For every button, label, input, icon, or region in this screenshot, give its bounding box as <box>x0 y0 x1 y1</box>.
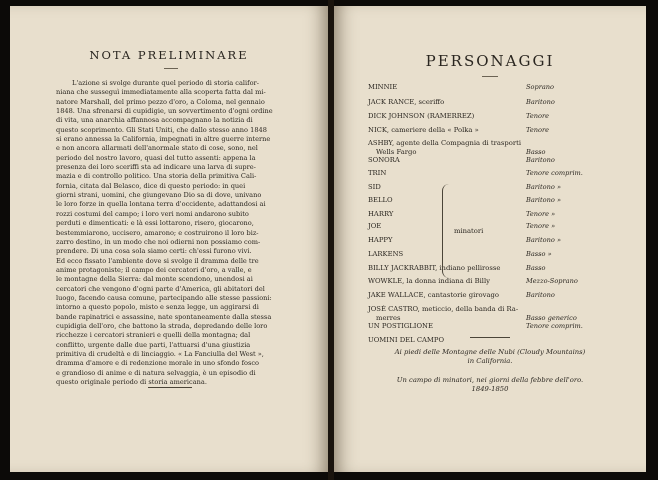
cast-voice: Basso » <box>526 250 552 258</box>
preface-line: conflitto, urgente dalle due parti, l'attuarsi d'una giustizia <box>56 340 251 349</box>
cast-voice: Tenore » <box>526 210 556 218</box>
cast-voice: Mezzo-Soprano <box>526 277 578 285</box>
cast-voice: Tenore comprim. <box>526 169 583 177</box>
preface-line: prendere. Di una cosa sola siamo certi: ch'essi furono vivi. <box>56 247 252 256</box>
cast-row <box>368 210 612 218</box>
cast-name: BILLY JACKRABBIT, indiano pellirosse <box>368 264 501 272</box>
separator-rule <box>470 337 510 338</box>
setting-line: 1849-1850 <box>471 385 509 393</box>
cast-voice: Baritono <box>526 156 555 164</box>
title-rule <box>164 68 178 69</box>
cast-name: HARRY <box>368 210 394 218</box>
cast-row <box>368 305 612 322</box>
preface-line: rozzi costumi del campo; i loro veri nomi andarono subito <box>56 209 249 218</box>
cast-name: HAPPY <box>368 236 393 244</box>
preface-line: le montagne della Sierra: dal monte scendono, unendosi ai <box>56 275 253 284</box>
left-page <box>10 6 328 472</box>
preface-line: luogo, facendo causa comune, partecipando alle stesse passioni: <box>56 293 272 302</box>
cast-name: NICK, cameriere della « Polka » <box>368 126 479 134</box>
cast-row <box>368 236 612 244</box>
cast-name: SID <box>368 183 381 191</box>
cast-title: PERSONAGGI <box>425 52 555 70</box>
preface-line: giorni strani, uomini, che giungevano Dio sa di dove, univano <box>56 191 262 200</box>
cast-voice: Baritono <box>526 98 555 106</box>
title-rule <box>482 76 498 77</box>
preface-line: primitiva di crudeltà e di linciaggio. « La Fanciulla del West », <box>56 349 264 358</box>
preface-line: ricchezze i cercatori stranieri e quelli della montagna; dal <box>56 331 251 340</box>
cast-row <box>368 264 612 272</box>
preface-line: niana che susseguì immediatamente alla scoperta fatta dal mi- <box>56 88 266 97</box>
cast-voice: Baritono » <box>526 196 562 204</box>
preface-line: bestemmiarono, uccisero, amarono; e costruirono il loro biz- <box>56 228 259 237</box>
setting-line: in California. <box>467 357 513 365</box>
cast-row <box>368 183 612 191</box>
cast-row <box>368 156 612 164</box>
preface-line: zarro destino, in un modo che noi odierni non possiamo com- <box>56 237 261 246</box>
preface-line: anime protagoniste; il campo dei cercatori d'oro, a valle, e <box>56 265 252 274</box>
preface-line: e grandioso di anime e di natura selvaggia, è un episodio di <box>56 368 256 377</box>
cast-name: JACK RANCE, sceriffo <box>368 98 445 106</box>
cast-voice: Soprano <box>526 83 555 91</box>
minatori-brace <box>442 184 449 278</box>
cast-name: JAKE WALLACE, cantastorie girovago <box>368 291 499 299</box>
preface-line: questo scoprimento. Gli Stati Uniti, che dallo stesso anno 1848 <box>56 125 267 134</box>
cast-voice: Basso <box>526 264 546 272</box>
preface-line: si erano annessa la California, impegnati in altre guerre interne <box>56 135 271 144</box>
cast-row <box>368 98 612 106</box>
setting-line: Un campo di minatori, nei giorni della febbre dell'oro. <box>396 376 584 384</box>
preface-line: Ed ecco fissato l'ambiente dove si svolge il dramma delle tre <box>56 256 259 265</box>
cast-name: UN POSTIGLIONE <box>368 322 433 330</box>
cast-voice: Baritono <box>526 291 555 299</box>
cast-row <box>368 322 612 330</box>
brace-label: minatori <box>454 227 484 235</box>
cast-name: UOMINI DEL CAMPO <box>368 336 445 344</box>
preface-line: bande rapinatrici e assassine, nate spontaneamente dalla stessa <box>56 312 272 321</box>
cast-voice: Tenore comprim. <box>526 322 583 330</box>
preface-line: presenza dei loro sceriffi sta ad indicare una larva di supre- <box>56 163 256 172</box>
preface-line: mazia e di controllo politico. Una storia della primitiva Cali- <box>56 172 257 181</box>
cast-name: ASHBY, agente della Compagnia di trasporti <box>368 139 522 147</box>
cast-name: JOSÉ CASTRO, meticcio, della banda di Ra- <box>368 305 519 313</box>
preface-line: 1848. Una sfrenarsi di cupidigie, un sovvertimento d'ogni ordine <box>56 107 273 116</box>
cast-row <box>368 196 612 204</box>
preface-line: periodo del nostro lavoro, quasi del tutto assenti: appena la <box>56 153 256 162</box>
cast-voice: Baritono » <box>526 183 562 191</box>
cast-row <box>368 139 612 156</box>
preface-line: L'azione si svolge durante quel periodo di storia califor- <box>72 79 259 87</box>
preface-line: natore Marshall, del primo pezzo d'oro, a Coloma, nel gennaio <box>56 97 265 106</box>
cast-voice: Basso generico <box>526 314 577 322</box>
cast-row <box>368 112 612 120</box>
cast-name: WOWKLE, la donna indiana di Billy <box>368 277 490 285</box>
right-page <box>334 6 646 472</box>
cast-voice: Tenore <box>526 112 550 120</box>
cast-voice: Tenore <box>526 126 550 134</box>
preface-line: questo originale periodo di storia americana. <box>56 378 207 386</box>
preface-line: e non ancora allarmati dell'anormale stato di cose, sono, nel <box>56 144 258 153</box>
cast-row <box>368 291 612 299</box>
cast-name: JOE <box>368 222 382 230</box>
cast-voice: Tenore » <box>526 222 556 230</box>
cast-row <box>368 169 612 177</box>
cast-voice: Baritono » <box>526 236 562 244</box>
cast-name: SONORA <box>368 156 400 164</box>
preface-title: NOTA PRELIMINARE <box>89 48 249 62</box>
cast-voice: Basso <box>526 148 546 156</box>
setting-line: Ai piedi delle Montagne delle Nubi (Cloudy Mountains) <box>394 348 586 356</box>
preface-text <box>56 79 304 387</box>
cast-row <box>368 277 612 285</box>
preface-line: cupidigia dell'oro, che battono la strada, depredando delle loro <box>56 321 268 330</box>
cast-name: TRIN <box>368 169 387 177</box>
cast-row <box>368 126 612 134</box>
preface-line: fornia, citata dal Belasco, dice di questo periodo: in quei <box>56 181 246 190</box>
end-rule <box>148 387 192 388</box>
cast-row <box>368 222 612 230</box>
preface-line: le loro forze in quella lontana terra d'occidente, adattandosi ai <box>56 200 266 209</box>
cast-name: MINNIE <box>368 83 398 91</box>
cast-name-continued: merres <box>376 314 401 322</box>
preface-line: dramma d'amore e di redenzione morale in uno sfondo fosco <box>56 359 260 368</box>
preface-line: intorno a questo popolo, misto e senza legge, un aggirarsi di <box>56 303 259 312</box>
cast-name: LARKENS <box>368 250 404 258</box>
preface-line: di vita, una anarchia affannosa accompagnano la notizia di <box>56 116 253 125</box>
preface-line: cercatori che vengono d'ogni parte d'America, gli abitatori del <box>56 284 265 293</box>
cast-name: BELLO <box>368 196 393 204</box>
cast-row <box>368 83 612 91</box>
cast-name: DICK JOHNSON (RAMERREZ) <box>368 112 475 120</box>
preface-line: perduti e dimenticati: e là essi lottarono, risero, giocarono, <box>56 219 254 228</box>
cast-row <box>368 250 612 258</box>
cast-name-continued: Wells Fargo <box>376 148 417 156</box>
